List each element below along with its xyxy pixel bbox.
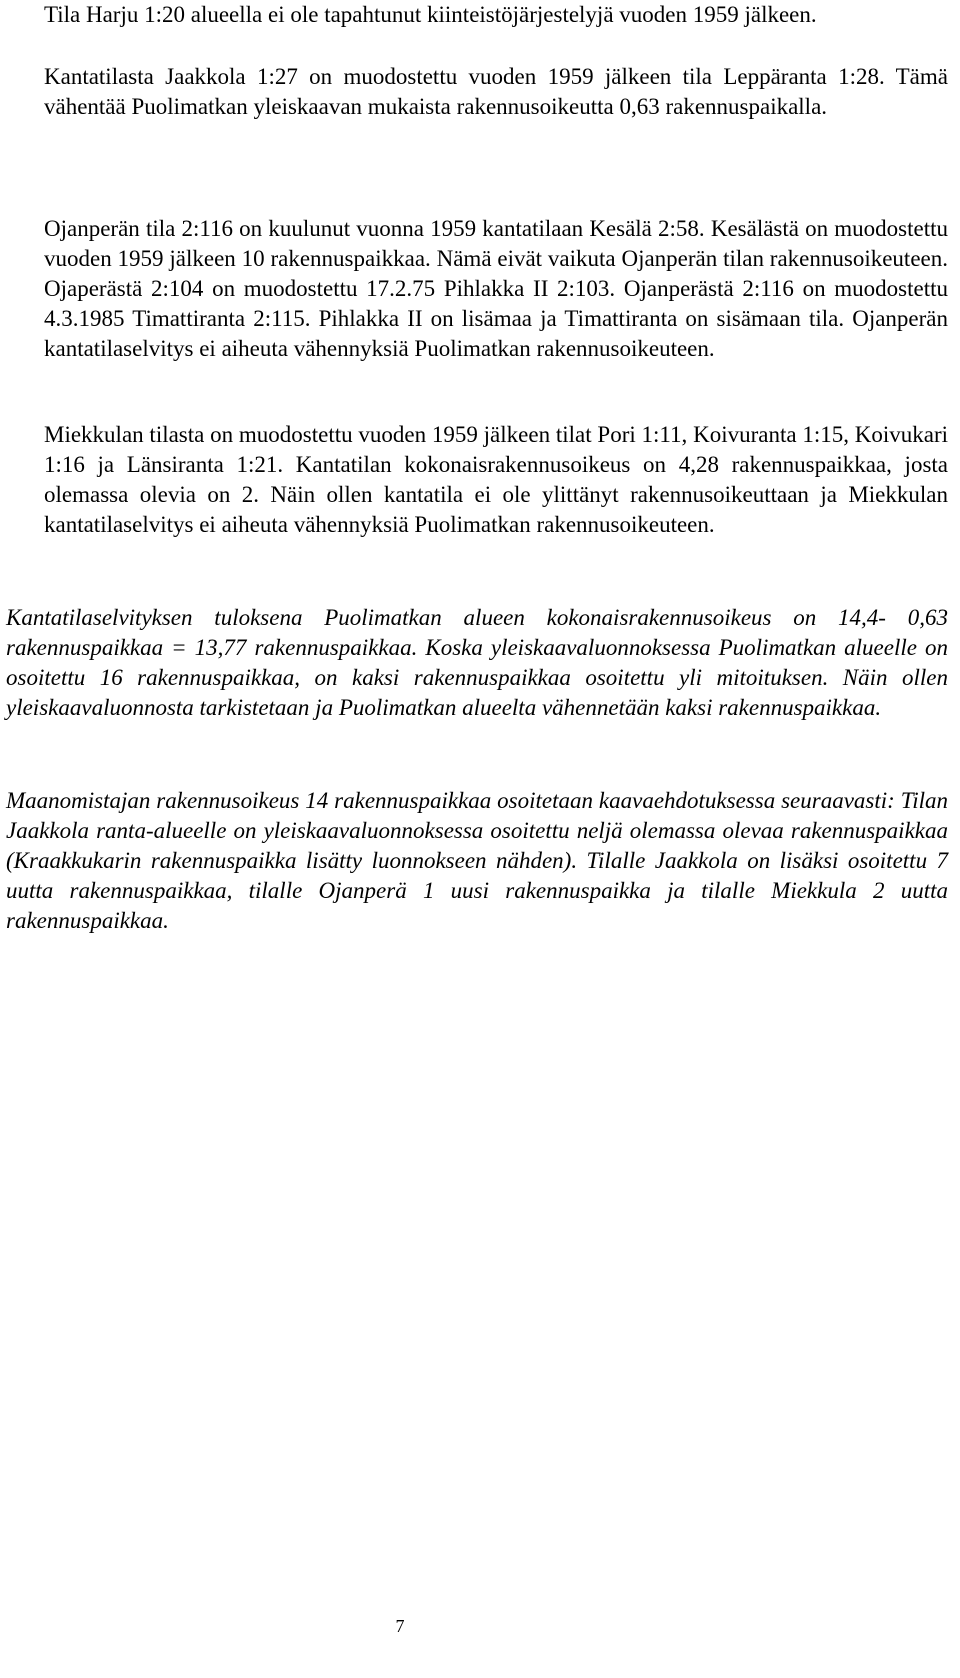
page-number: 7	[395, 1616, 405, 1636]
paragraph-ojanpera: Ojanperän tila 2:116 on kuulunut vuonna 1959 kantatilaan Kesälä 2:58. Kesälästä on muodostettu vuoden 1959 jälkeen 10 rakennuspaikkaa. Nämä eivät vaikuta Ojanperän tilan rakennusoikeuteen. Ojaperästä 2:104 on muodostettu 17.2.75 Pihlakka II 2:103. Ojanperästä 2:116 on muodostettu 4.3.1985 Timattiranta 2:115. Pihlakka II on lisämaa ja Timattiranta on sisämaan tila. Ojanperän kantatilaselvitys ei aiheuta vähennyksiä Puolimatkan rakennusoikeuteen.	[44, 216, 948, 361]
paragraph-landowner-rights: Maanomistajan rakennusoikeus 14 rakennuspaikkaa osoitetaan kaavaehdotuksessa seuraavasti: Tilan Jaakkola ranta-alueelle on yleiskaavaluonnoksessa osoitettu neljä olemassa olevaa rakennuspaikkaa (Kraakkukarin rakennuspaikka lisätty luonnokseen nähden). Tilalle Jaakkola on lisäksi osoitettu 7 uutta rakennuspaikkaa, tilalle Ojanperä 1 uusi rakennuspaikka ja tilalle Miekkula 2 uutta rakennuspaikkaa.	[6, 788, 948, 933]
paragraph-jaakkola: Kantatilasta Jaakkola 1:27 on muodostettu vuoden 1959 jälkeen tila Leppäranta 1:28. Tämä vähentää Puolimatkan yleiskaavan mukaista rakennusoikeutta 0,63 rakennuspaikalla.	[44, 64, 948, 119]
paragraph-harju: Tila Harju 1:20 alueella ei ole tapahtunut kiinteistöjärjestelyjä vuoden 1959 jälkeen.	[44, 2, 817, 27]
paragraph-miekkula: Miekkulan tilasta on muodostettu vuoden 1959 jälkeen tilat Pori 1:11, Koivuranta 1:15, Koivukari 1:16 ja Länsiranta 1:21. Kantatilan kokonaisrakennusoikeus on 4,28 rakennuspaikkaa, josta olemassa olevia on 2. Näin ollen kantatila ei ole ylittänyt rakennusoikeuttaan ja Miekkulan kantatilaselvitys ei aiheuta vähennyksiä Puolimatkan rakennusoikeuteen.	[44, 422, 948, 537]
paragraph-conclusion: Kantatilaselvityksen tuloksena Puolimatkan alueen kokonaisrakennusoikeus on 14,4- 0,63 rakennuspaikkaa = 13,77 rakennuspaikkaa. Koska yleiskaavaluonnoksessa Puolimatkan alueelle on osoitettu 16 rakennuspaikkaa, on kaksi rakennuspaikkaa osoitettu yli mitoituksen. Näin ollen yleiskaavaluonnosta tarkistetaan ja Puolimatkan alueelta vähennetään kaksi rakennuspaikkaa.	[6, 605, 948, 720]
